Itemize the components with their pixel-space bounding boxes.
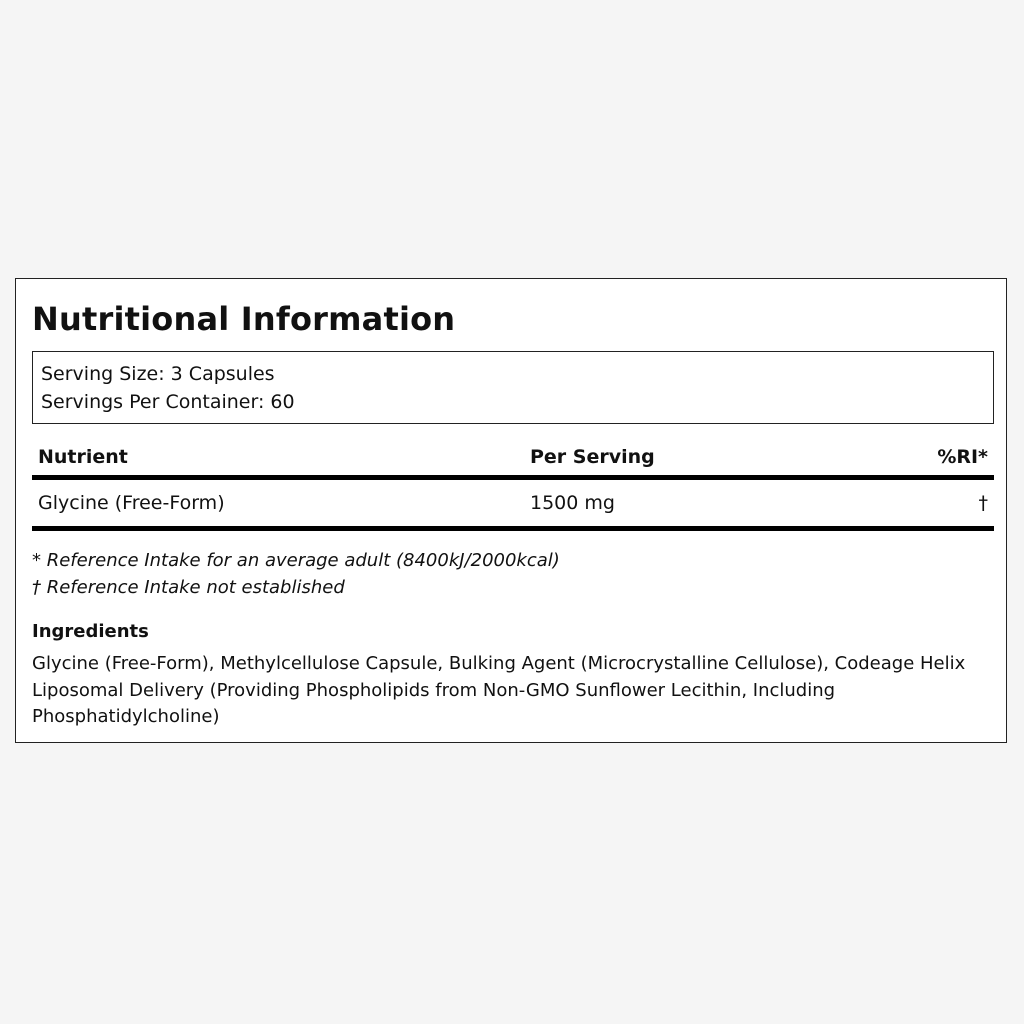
footnote-not-established: † Reference Intake not established bbox=[32, 577, 345, 598]
servings-per-container: Servings Per Container: 60 bbox=[41, 391, 295, 413]
row-per-serving: 1500 mg bbox=[530, 492, 615, 514]
footnote-reference-intake: * Reference Intake for an average adult (8400kJ/2000kcal) bbox=[32, 550, 560, 571]
panel-title: Nutritional Information bbox=[32, 300, 456, 338]
table-header-row bbox=[32, 439, 994, 480]
header-nutrient: Nutrient bbox=[38, 446, 128, 468]
serving-info-box bbox=[32, 351, 994, 424]
ingredients-text: Glycine (Free-Form), Methylcellulose Capsule, Bulking Agent (Microcrystalline Cellulose), Codeage Helix Liposomal Delivery (Providing Phospholipids from Non-GMO Sunflower Lecithin, Including Phosphatidylcholine) bbox=[32, 653, 966, 727]
row-ri: † bbox=[978, 492, 988, 514]
row-nutrient: Glycine (Free-Form) bbox=[38, 492, 225, 514]
header-ri: %RI* bbox=[937, 446, 988, 468]
ingredients-heading: Ingredients bbox=[32, 621, 149, 642]
nutrition-panel bbox=[15, 278, 1007, 743]
header-per-serving: Per Serving bbox=[530, 446, 655, 468]
footnotes bbox=[32, 547, 560, 601]
serving-size: Serving Size: 3 Capsules bbox=[41, 363, 275, 385]
table-row bbox=[32, 480, 994, 531]
nutrient-table bbox=[32, 439, 994, 531]
